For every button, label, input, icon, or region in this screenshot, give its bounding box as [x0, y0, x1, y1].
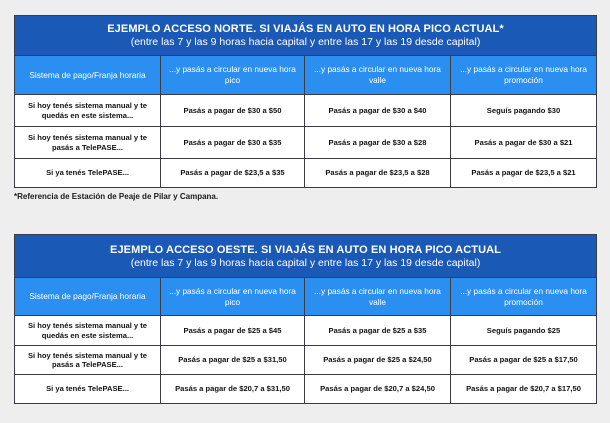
table-cell: Pasás a pagar de $23,5 a $21 — [451, 159, 597, 188]
table-cell: Pasás a pagar de $20,7 a $17,50 — [451, 375, 597, 404]
table-cell: Pasás a pagar de $25 a $24,50 — [305, 346, 451, 375]
column-header: ...y pasás a circular en nueva hora valle — [305, 278, 451, 316]
north-table-title: EJEMPLO ACCESO NORTE. SI VIAJÁS EN AUTO EN HORA PICO ACTUAL* — [107, 23, 504, 35]
west-table-subtitle: (entre las 7 y las 9 horas hacia capital y entre las 17 y las 19 desde capital) — [130, 256, 481, 269]
table-row — [15, 375, 597, 404]
table-cell: Si hoy tenés sistema manual y te pasás a TelePASE... — [15, 127, 161, 159]
table-row — [15, 159, 597, 188]
table-cell: Pasás a pagar de $25 a $45 — [161, 316, 305, 346]
table-cell: Pasás a pagar de $30 a $35 — [161, 127, 305, 159]
table-cell: Si hoy tenés sistema manual y te pasás a TelePASE... — [15, 346, 161, 375]
table-cell: Pasás a pagar de $25 a $31,50 — [161, 346, 305, 375]
column-header: Sistema de pago/Franja horaria — [15, 56, 161, 95]
table-cell: Pasás a pagar de $20,7 a $31,50 — [161, 375, 305, 404]
table-cell: Pasás a pagar de $25 a $17,50 — [451, 346, 597, 375]
west-access-table — [14, 234, 597, 404]
column-header: ...y pasás a circular en nueva hora pico — [161, 56, 305, 95]
table-cell: Pasás a pagar de $30 a $40 — [305, 95, 451, 127]
table-row — [15, 95, 597, 127]
table-cell: Pasás a pagar de $23,5 a $35 — [161, 159, 305, 188]
column-header: Sistema de pago/Franja horaria — [15, 278, 161, 316]
footnote: *Referencia de Estación de Peaje de Pilar y Campana. — [14, 192, 219, 201]
table-cell: Seguís pagando $30 — [451, 95, 597, 127]
north-access-table — [14, 15, 597, 188]
table-cell: Si hoy tenés sistema manual y te quedás en este sistema... — [15, 316, 161, 346]
table-row — [15, 127, 597, 159]
column-header: ...y pasás a circular en nueva hora valle — [305, 56, 451, 95]
north-table-title-cell — [15, 16, 597, 56]
table-cell: Si ya tenés TelePASE... — [15, 375, 161, 404]
table-cell: Seguís pagando $25 — [451, 316, 597, 346]
column-header: ...y pasás a circular en nueva hora promoción — [451, 56, 597, 95]
north-table-subtitle: (entre las 7 y las 9 horas hacia capital y entre las 17 y las 19 desde capital) — [130, 36, 481, 48]
column-header: ...y pasás a circular en nueva hora promoción — [451, 278, 597, 316]
table-cell: Pasás a pagar de $30 a $28 — [305, 127, 451, 159]
west-table-title: EJEMPLO ACCESO OESTE. SI VIAJÁS EN AUTO EN HORA PICO ACTUAL — [110, 243, 501, 256]
table-cell: Pasás a pagar de $30 a $21 — [451, 127, 597, 159]
table-row — [15, 346, 597, 375]
west-table-title-cell — [15, 235, 597, 278]
table-cell: Pasás a pagar de $30 a $50 — [161, 95, 305, 127]
table-row — [15, 316, 597, 346]
table-cell: Pasás a pagar de $23,5 a $28 — [305, 159, 451, 188]
table-cell: Si hoy tenés sistema manual y te quedás en este sistema... — [15, 95, 161, 127]
table-cell: Pasás a pagar de $20,7 a $24,50 — [305, 375, 451, 404]
table-cell: Pasás a pagar de $25 a $35 — [305, 316, 451, 346]
column-header: ...y pasás a circular en nueva hora pico — [161, 278, 305, 316]
table-cell: Si ya tenés TelePASE... — [15, 159, 161, 188]
